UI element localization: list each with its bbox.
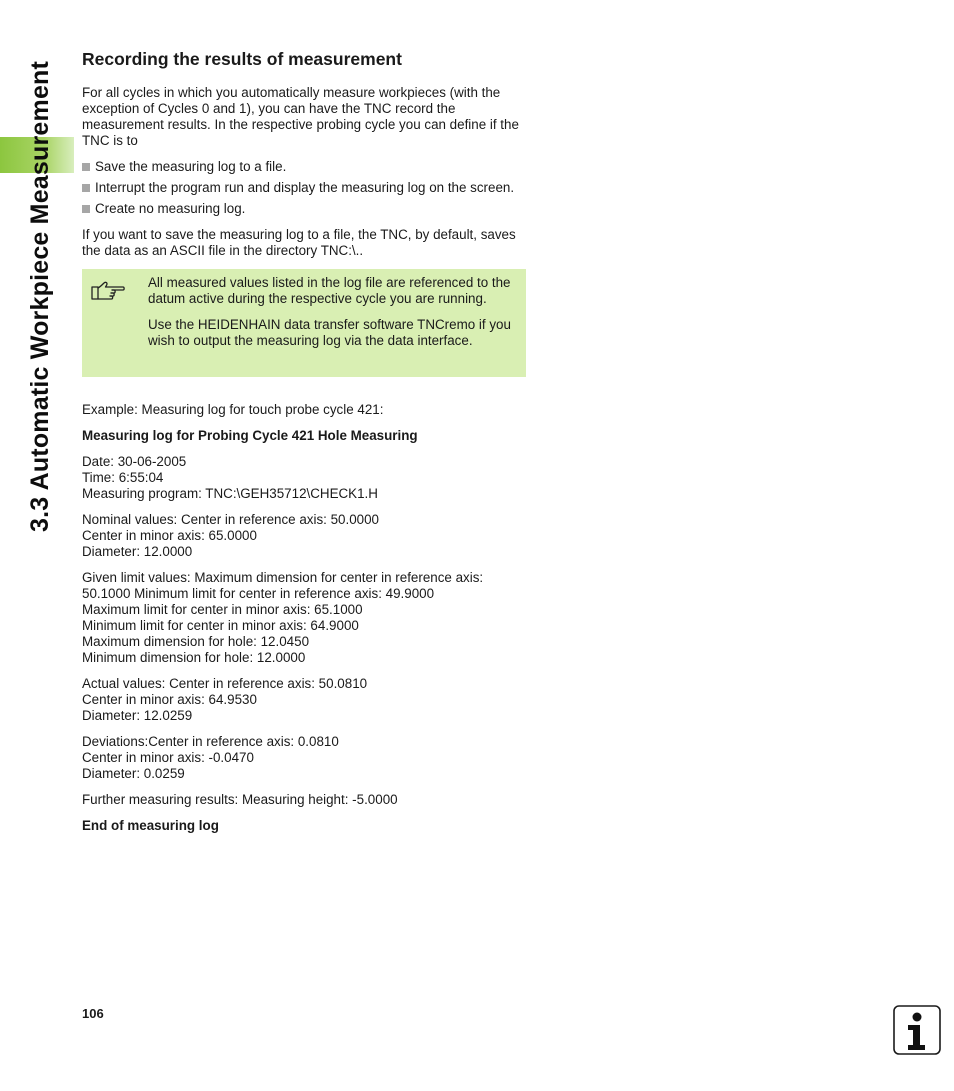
- note-paragraph-datum: All measured values listed in the log file are referenced to the datum active during the respective cycle you are running.: [148, 275, 511, 306]
- bullet-square-icon: [82, 163, 90, 171]
- pointing-hand-icon: [90, 279, 126, 303]
- section-heading: Recording the results of measurement: [82, 49, 402, 69]
- note-paragraph-tncremo: Use the HEIDENHAIN data transfer software TNCremo if you wish to output the measuring log via the data interface.: [148, 317, 511, 348]
- info-icon: [893, 1005, 941, 1055]
- note-box: [82, 269, 526, 377]
- log-block-limits: Given limit values: Maximum dimension for center in reference axis: 50.1000 Minimum limit for center in reference axis: 49.9000 Maximum limit for center in minor axis: 65.1000 Minimum limit for center in minor axis: 64.9000 Maximum dimension for hole: 12.0450 Minimum dimension for hole: 12.0000: [82, 570, 484, 665]
- log-block-further: Further measuring results: Measuring height: -5.0000: [82, 792, 398, 807]
- chapter-title: 3.3 Automatic Workpiece Measurement: [26, 60, 54, 532]
- example-caption: Example: Measuring log for touch probe cycle 421:: [82, 402, 384, 417]
- log-block-nominal: Nominal values: Center in reference axis: 50.0000 Center in minor axis: 65.0000 Diameter: 12.0000: [82, 512, 379, 559]
- list-item: Create no measuring log.: [82, 201, 526, 217]
- bullet-square-icon: [82, 205, 90, 213]
- page-content: [82, 48, 526, 844]
- intro-paragraph: For all cycles in which you automatically measure workpieces (with the exception of Cycles 0 and 1), you can have the TNC record the measurement results. In the respective probing cycle you can define if the TNC is to: [82, 85, 519, 148]
- page-number: 106: [82, 1006, 104, 1021]
- log-block-header: Date: 30-06-2005 Time: 6:55:04 Measuring program: TNC:\GEH35712\CHECK1.H: [82, 454, 378, 501]
- log-end: End of measuring log: [82, 818, 219, 833]
- bullet-square-icon: [82, 184, 90, 192]
- log-block-actual: Actual values: Center in reference axis: 50.0810 Center in minor axis: 64.9530 Diameter: 12.0259: [82, 676, 368, 723]
- log-block-deviations: Deviations:Center in reference axis: 0.0810 Center in minor axis: -0.0470 Diameter: 0.0259: [82, 734, 339, 781]
- log-title: Measuring log for Probing Cycle 421 Hole Measuring: [82, 428, 418, 443]
- log-options-list: [82, 159, 526, 217]
- save-info-paragraph: If you want to save the measuring log to a file, the TNC, by default, saves the data as an ASCII file in the directory TNC:\..: [82, 227, 516, 258]
- list-item: Save the measuring log to a file.: [82, 159, 526, 175]
- list-item: Interrupt the program run and display the measuring log on the screen.: [82, 180, 526, 196]
